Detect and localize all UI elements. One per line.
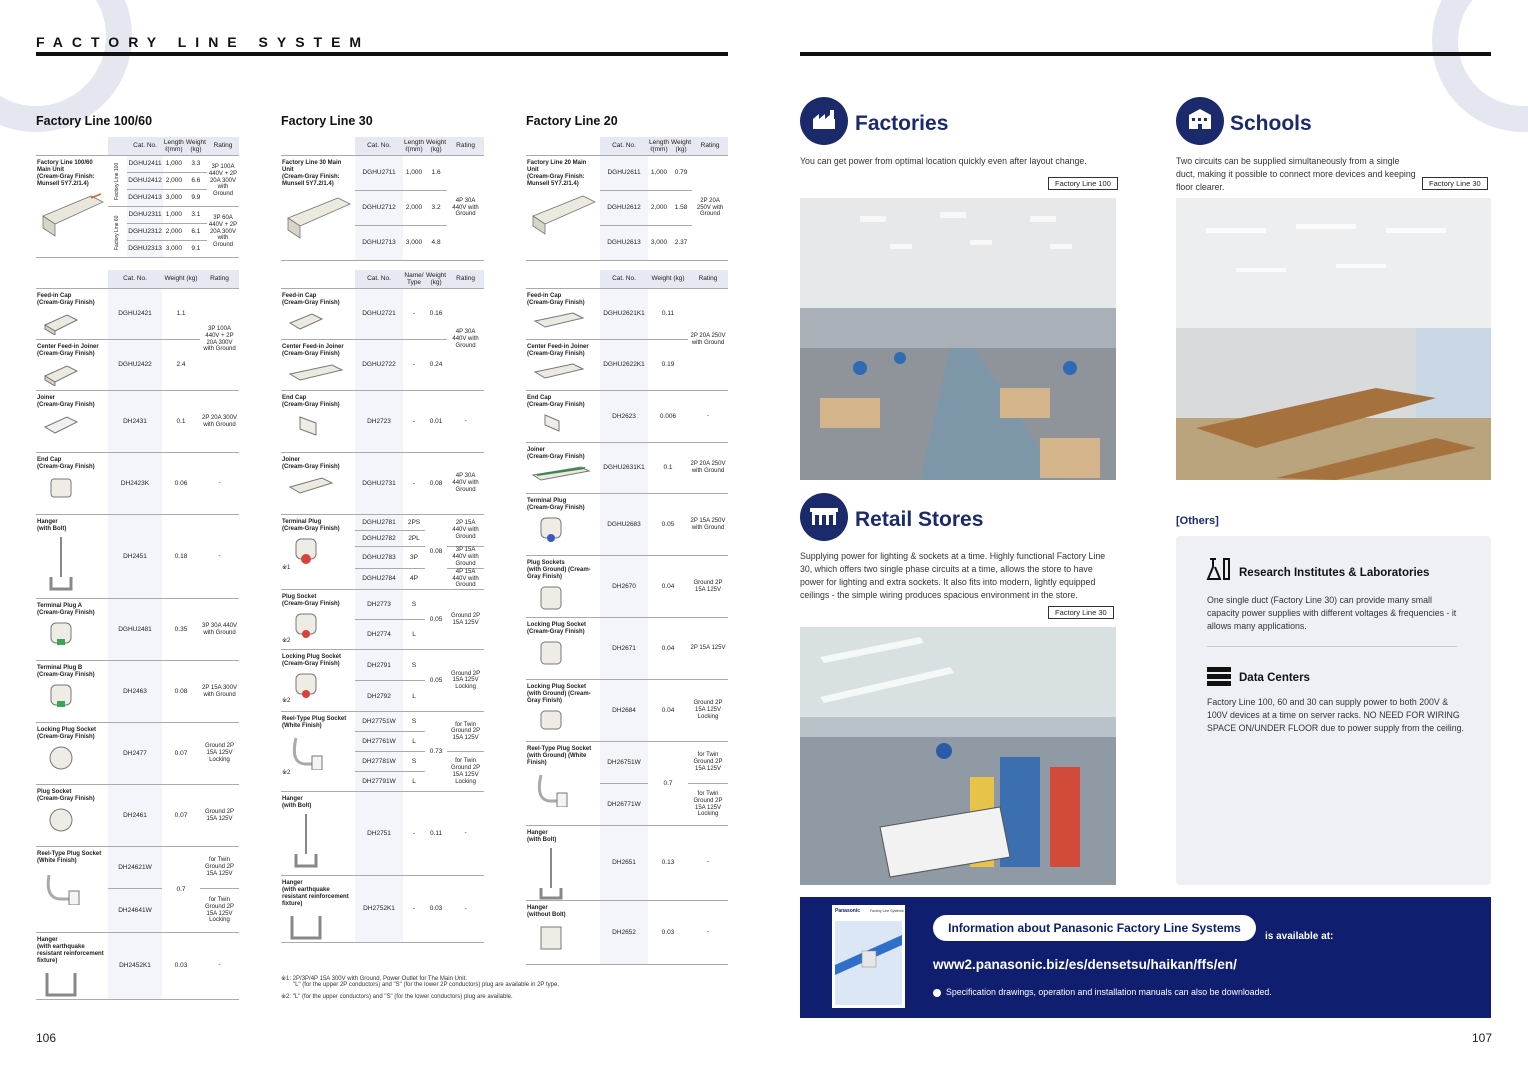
cat-no: DH26751W: [600, 742, 648, 784]
rating: -: [200, 453, 239, 515]
plug-socket-image: [531, 585, 571, 611]
weight: 0.03: [162, 933, 200, 1000]
cat-no: DH2723: [355, 391, 403, 453]
weight: 2.4: [162, 340, 200, 391]
col-rating: Rating: [447, 270, 484, 289]
cat-no: DGHU2481: [108, 599, 162, 661]
weight: 0.1: [162, 391, 200, 453]
rating: Ground 2P 15A 125V: [200, 785, 239, 847]
locking-socket-image: [286, 672, 326, 698]
footnote-2: ※2: "L" (for the upper conductors) and "S" (for the lower conductors) plug are available.: [281, 994, 513, 1000]
cat-no: DGHU2631K1: [600, 443, 648, 494]
weight: 0.03: [425, 876, 447, 943]
joiner-image: [41, 413, 81, 437]
weight: 0.11: [648, 289, 688, 340]
locking-socket-ground-image: [531, 709, 571, 731]
rating: for Twin Ground 2P 15A 125V: [200, 847, 239, 889]
retail-text: Supplying power for lighting & sockets at a time. Highly functional Factory Line 30, which offers two single phase circuits at a time, allows the store to have power for lighting and extra sockets. It also fits into modern, lightly equipped ceilings - the simple wiring produces spacious environment in the store.: [800, 551, 1106, 600]
cat-no: DH2752K1: [355, 876, 403, 943]
end-cap-image: [531, 413, 571, 433]
center-joiner-image: [41, 362, 81, 386]
locking-socket-image: [41, 745, 81, 771]
weight: 0.08: [162, 661, 200, 723]
rating: 2P 15A 300V with Ground: [200, 661, 239, 723]
weight: 0.13: [648, 826, 688, 901]
cat-no: DGHU2713: [355, 226, 403, 261]
cat-no: DH27791W: [355, 772, 403, 792]
weight: 0.79: [670, 156, 692, 191]
section-title-fl30: Factory Line 30: [281, 114, 373, 128]
weight: 0.16: [425, 289, 447, 340]
cat-no: DGHU2421: [108, 289, 162, 340]
length: 3,000: [403, 226, 425, 261]
schools-title: Schools: [1230, 112, 1312, 135]
rating: 2P 15A 125V: [688, 618, 728, 680]
weight: 0.05: [425, 650, 447, 712]
col-cat: Cat. No.: [600, 137, 648, 156]
col-cat: Cat. No.: [355, 137, 403, 156]
school-icon: [1176, 97, 1224, 145]
length: 1,000: [163, 156, 185, 173]
cat-no: DH2773: [355, 590, 403, 620]
cat-no: DH27761W: [355, 732, 403, 752]
locking-socket-image: [531, 640, 571, 666]
rating: Ground 2P 15A 125V: [688, 556, 728, 618]
available-text: is available at:: [1265, 931, 1334, 942]
type: L: [403, 620, 425, 650]
type: -: [403, 391, 425, 453]
fl30-accessory-table: Cat. No. Name/ Type Weight (kg) Rating Feed-in Cap (Cream-Gray Finish) DGHU2721 - 0.16 4P 30A 440V with Ground Center Feed-in Joiner (Cream-Gray Finish) DGHU2722 - 0.24 End Cap (Cream-Gray Finish) DH2723 - 0.01 - Joiner (Cream-Gray Finish) DGHU2731 - 0.08 4P 30A 440V with Ground Terminal Plug (Cream-Gray Finish) ※1 DGHU2781 2PS 0.08 2P 15A 440V with Ground DGHU2782 2PL DGHU2783 3P 3P 15A 440V with Ground DGHU2784 4P 4P 15A 440V with Ground Plug Socket (Cream-Gray Finish) ※2 DH2773 S 0.05 Ground 2P 15A 125V DH2774 L Locking Plug Socket (Cream-Gray Finish) ※2 DH2791 S 0.05 Ground 2P 15A 125V Locking DH2792 L Reel-Type Plug Socket (White Finish) ※2 DH27751W S 0.73 for Twin Ground 2P 15A 125V DH27761W L DH27781W S for Twin Ground 2P 15A 125V Locking DH27791W L Hanger (with Bolt) DH2751 - 0.11 - Hanger (with earthquake resistant reinforcement fixture) DH2752K1 - 0.03 -: [281, 270, 484, 943]
terminal-plug-b-image: [41, 683, 81, 709]
factory-icon: [800, 97, 848, 145]
col-weight: Weight (kg): [648, 270, 688, 289]
cat-no: DGHU2683: [600, 494, 648, 556]
page-number-right: 107: [1472, 1031, 1493, 1045]
cat-no: DGHU2612: [600, 191, 648, 226]
weight: 3.2: [425, 191, 447, 226]
weight: 0.11: [425, 792, 447, 876]
rating: for Twin Ground 2P 15A 125V: [688, 742, 728, 784]
rating: 3P 100A 440V + 2P 20A 300V with Ground: [200, 289, 239, 391]
type: 3P: [403, 547, 425, 569]
length: 1,000: [648, 156, 670, 191]
weight: 0.05: [648, 494, 688, 556]
center-joiner-image: [286, 362, 346, 384]
rating: -: [447, 391, 484, 453]
feed-in-cap-image: [286, 311, 326, 333]
type: L: [403, 681, 425, 712]
cat-no: DH2461: [108, 785, 162, 847]
rating: 2P 20A 250V with Ground: [692, 156, 728, 261]
fl30-main-table: Cat. No. Length ℓ(mm) Weight (kg) Rating Factory Line 30 Main Unit (Cream-Gray Finish: Munsell 5Y7.2/1.4) DGHU2711 1,000 1.6 4P 30A 440V with Ground DGHU2712 2,000 3.2 DGHU2713 3,000 4.8: [281, 137, 484, 261]
weight: 0.006: [648, 391, 688, 443]
others-heading: [Others]: [1176, 515, 1219, 527]
cat-no: DH2463: [108, 661, 162, 723]
rating: -: [447, 876, 484, 943]
cat-no: DGHU2411: [127, 156, 163, 173]
duct-image: [531, 192, 597, 238]
section-title-fl100: Factory Line 100/60: [36, 114, 153, 128]
group-fl100: Factory Line 100: [108, 156, 127, 207]
retail-photo: [800, 627, 1116, 885]
rating: 2P 20A 250V with Ground: [688, 289, 728, 391]
feed-in-cap-image: [41, 311, 81, 335]
cat-no: DH2751: [355, 792, 403, 876]
weight: 4.8: [425, 226, 447, 261]
fl100-accessory-table: Cat. No. Weight (kg) Rating Feed-in Cap (Cream-Gray Finish) DGHU2421 1.1 3P 100A 440V + 2P 20A 300V with Ground Center Feed-in Joiner (Cream-Gray Finish) DGHU2422 2.4 Joiner (Cream-Gray Finish) DH2431 0.1 2P 20A 300V with Ground End Cap (Cream-Gray Finish) DH2423K 0.06 - Hanger (with Bolt) DH2451 0.18 - Terminal Plug A (Cream-Gray Finish) DGHU2481 0.35 3P 30A 440V with Ground Terminal Plug B (Cream-Gray Finish) DH2463 0.08 2P 15A 300V with Ground Locking Plug Socket (Cream-Gray Finish) DH2477 0.07 Ground 2P 15A 125V Locking Plug Socket (Cream-Gray Finish) DH2461 0.07 Ground 2P 15A 125V Reel-Type Plug Socket (White Finish) DH24621W 0.7 for Twin Ground 2P 15A 125V DH24641W for Twin Ground 2P 15A 125V Locking Hanger (with earthquake resistant reinforcement fixture) DH2452K1 0.03 -: [36, 270, 239, 1000]
weight: 0.07: [162, 785, 200, 847]
length: 2,000: [648, 191, 670, 226]
length: 2,000: [163, 173, 185, 190]
cat-no: DGHU2784: [355, 568, 403, 590]
weight: 0.07: [162, 723, 200, 785]
hanger-image: [41, 537, 81, 593]
rating: 3P 100A 440V + 2P 20A 300V with Ground: [207, 156, 239, 207]
cat-no: DGHU2412: [127, 173, 163, 190]
cat-no: DH2792: [355, 681, 403, 712]
col-rating: Rating: [200, 270, 239, 289]
factories-text: You can get power from optimal location quickly even after layout change.: [800, 156, 1087, 166]
hanger-nobolt-image: [531, 923, 571, 953]
weight: 2.37: [670, 226, 692, 261]
cat-no: DH2671: [600, 618, 648, 680]
hanger-image: [531, 848, 571, 900]
page-number-left: 106: [36, 1031, 57, 1045]
rating: -: [200, 933, 239, 1000]
weight: 0.04: [648, 680, 688, 742]
weight: 0.24: [425, 340, 447, 391]
cat-no: DH2774: [355, 620, 403, 650]
cat-no: DH2477: [108, 723, 162, 785]
type: 2PS: [403, 515, 425, 531]
rating: -: [200, 515, 239, 599]
col-cat: Cat. No.: [127, 137, 163, 156]
website-link[interactable]: www2.panasonic.biz/es/densetsu/haikan/ffs/en/: [933, 957, 1237, 972]
weight: 1.6: [425, 156, 447, 191]
download-note: Specification drawings, operation and installation manuals can also be downloaded.: [946, 987, 1272, 997]
retail-title: Retail Stores: [855, 508, 984, 531]
rating: 4P 30A 440V with Ground: [447, 289, 484, 391]
col-cat: Cat. No.: [108, 270, 162, 289]
weight: 0.05: [425, 590, 447, 650]
length: 2,000: [403, 191, 425, 226]
type: S: [403, 650, 425, 681]
weight: 0.7: [648, 742, 688, 826]
fl20-accessory-table: Cat. No. Weight (kg) Rating Feed-in Cap (Cream-Gray Finish) DGHU2621K1 0.11 2P 20A 250V with Ground Center Feed-in Joiner (Cream-Gray Finish) DGHU2622K1 0.19 End Cap (Cream-Gray Finish) DH2623 0.006 - Joiner (Cream-Gray Finish) DGHU2631K1 0.1 2P 20A 250V with Ground Terminal Plug (Cream-Gray Finish) DGHU2683 0.05 2P 15A 250V with Ground Plug Sockets (with Ground) (Cream-Gray Finish) DH2670 0.04 Ground 2P 15A 125V Locking Plug Socket (Cream-Gray Finish) DH2671 0.04 2P 15A 125V Locking Plug Socket (with Ground) (Cream-Gray Finish) DH2684 0.04 Ground 2P 15A 125V Locking Reel-Type Plug Socket (with Ground) (White Finish) DH26751W 0.7 for Twin Ground 2P 15A 125V DH26771W for Twin Ground 2P 15A 125V Locking Hanger (with Bolt) DH2651 0.13 - Hanger (without Bolt) DH2652 0.03 -: [526, 270, 728, 965]
weight: 0.04: [648, 618, 688, 680]
length: 2,000: [163, 224, 185, 241]
rating: for Twin Ground 2P 15A 125V: [447, 712, 484, 752]
cat-no: DH2652: [600, 900, 648, 964]
cat-no: DH2423K: [108, 453, 162, 515]
end-cap-image: [286, 413, 326, 439]
terminal-plug-image: [41, 621, 81, 647]
research-title: Research Institutes & Laboratories: [1239, 567, 1430, 579]
col-rating: Rating: [207, 137, 239, 156]
fl100-main-label: Factory Line 100/60 Main Unit (Cream-Gray Finish: Munsell 5Y7.2/1.4): [36, 156, 108, 258]
cat-no: DH2670: [600, 556, 648, 618]
cat-no: DH2451: [108, 515, 162, 599]
col-weight: Weight (kg): [185, 137, 207, 156]
col-length: Length ℓ(mm): [403, 137, 425, 156]
duct-image: [286, 192, 352, 242]
type: -: [403, 792, 425, 876]
cat-no: DGHU2783: [355, 547, 403, 569]
datacenter-text: Factory Line 100, 60 and 30 can supply power to both 200V & 100V devices at a time on server racks. NO NEED FOR WIRING SPACE ON/UNDER FLOOR due to power supply from the ceiling.: [1207, 697, 1464, 733]
terminal-plug-image: [531, 516, 571, 544]
length: 1,000: [163, 207, 185, 224]
cat-no: DH2651: [600, 826, 648, 901]
weight: 0.1: [648, 443, 688, 494]
weight: 3.3: [185, 156, 207, 173]
weight: 0.73: [425, 712, 447, 792]
weight: 3.1: [185, 207, 207, 224]
rating: 2P 20A 250V with Ground: [688, 443, 728, 494]
weight: 0.08: [425, 515, 447, 590]
cat-no: DGHU2613: [600, 226, 648, 261]
cat-no: DH2684: [600, 680, 648, 742]
type: L: [403, 772, 425, 792]
end-cap-image: [41, 475, 81, 501]
page-title: FACTORY LINE SYSTEM: [36, 34, 371, 50]
cat-no: DGHU2721: [355, 289, 403, 340]
rating: 2P 15A 440V with Ground: [447, 515, 484, 547]
weight: 0.04: [648, 556, 688, 618]
bullet-dot: [933, 989, 941, 997]
cat-no: DH24621W: [108, 847, 162, 889]
factory-photo: [800, 198, 1116, 480]
cat-no: DH2452K1: [108, 933, 162, 1000]
weight: 6.6: [185, 173, 207, 190]
schools-tag: Factory Line 30: [1422, 177, 1488, 190]
cat-no: DGHU2312: [127, 224, 163, 241]
schools-text: Two circuits can be supplied simultaneously from a single duct, making it possible to connect more devices and keeping floor clearer.: [1176, 156, 1416, 192]
server-icon: [1206, 666, 1232, 693]
rating: 3P 15A 440V with Ground: [447, 547, 484, 569]
hanger-image: [286, 814, 326, 870]
weight: 0.18: [162, 515, 200, 599]
col-rating: Rating: [688, 270, 728, 289]
col-rating: Rating: [447, 137, 484, 156]
datacenter-title: Data Centers: [1239, 672, 1310, 684]
rating: 2P 20A 300V with Ground: [200, 391, 239, 453]
duct-image: [41, 192, 105, 238]
rating: -: [688, 900, 728, 964]
weight: 6.1: [185, 224, 207, 241]
joiner-image: [286, 475, 336, 499]
weight: 0.7: [162, 847, 200, 933]
col-weight: Weight (kg): [162, 270, 200, 289]
cat-no: DGHU2781: [355, 515, 403, 531]
length: 3,000: [163, 241, 185, 258]
rating: 4P 30A 440V with Ground: [447, 453, 484, 515]
weight: 9.9: [185, 190, 207, 207]
factories-title: Factories: [855, 112, 949, 135]
weight: 1.1: [162, 289, 200, 340]
rating: -: [688, 826, 728, 901]
type: -: [403, 453, 425, 515]
cat-no: DGHU2731: [355, 453, 403, 515]
weight: 0.19: [648, 340, 688, 391]
school-photo: [1176, 198, 1491, 480]
type: S: [403, 752, 425, 772]
plug-socket-image: [41, 807, 81, 833]
col-cat: Cat. No.: [355, 270, 403, 289]
col-length: Length ℓ(mm): [648, 137, 670, 156]
reel-socket-image: [41, 869, 81, 905]
weight: 0.06: [162, 453, 200, 515]
group-fl60: Factory Line 60: [108, 207, 127, 258]
cat-no: DH27781W: [355, 752, 403, 772]
cat-no: DGHU2313: [127, 241, 163, 258]
cat-no: DH26771W: [600, 784, 648, 826]
length: 3,000: [163, 190, 185, 207]
length: 1,000: [403, 156, 425, 191]
weight: 9.1: [185, 241, 207, 258]
joiner-image: [531, 465, 591, 483]
cat-no: DGHU2712: [355, 191, 403, 226]
terminal-plug-image: [286, 537, 326, 565]
hanger-eq-image: [286, 912, 326, 942]
cat-no: DH24641W: [108, 889, 162, 933]
info-pill: Information about Panasonic Factory Line Systems: [933, 915, 1256, 941]
col-cat: Cat. No.: [600, 270, 648, 289]
cat-no: DH2623: [600, 391, 648, 443]
type: 2PL: [403, 531, 425, 547]
footnote-1: ※1: 2P/3P/4P 15A 300V with Ground, Power Outlet for The Main Unit. "L" (for the upper 2P conductors) and "S" (for the lower 2P conductors) plug are available in 2P type.: [281, 976, 560, 988]
cat-no: DH27751W: [355, 712, 403, 732]
cat-no: DGHU2782: [355, 531, 403, 547]
center-joiner-image: [531, 362, 587, 382]
cat-no: DGHU2311: [127, 207, 163, 224]
cat-no: DGHU2711: [355, 156, 403, 191]
reel-socket-image: [531, 771, 571, 807]
plug-socket-image: [286, 612, 326, 638]
rating: Ground 2P 15A 125V Locking: [200, 723, 239, 785]
feed-in-cap-image: [531, 311, 587, 331]
cat-no: DGHU2621K1: [600, 289, 648, 340]
research-text: One single duct (Factory Line 30) can provide many small capacity power supplies with different voltages & frequencies - it allows many applications.: [1207, 595, 1457, 631]
factories-tag: Factory Line 100: [1048, 177, 1118, 190]
col-type: Name/ Type: [403, 270, 425, 289]
type: -: [403, 340, 425, 391]
rating: Ground 2P 15A 125V: [447, 590, 484, 650]
section-title-fl20: Factory Line 20: [526, 114, 618, 128]
rating: 4P 15A 440V with Ground: [447, 568, 484, 590]
cat-no: DH2791: [355, 650, 403, 681]
cat-no: DGHU2622K1: [600, 340, 648, 391]
header-rule-right: [800, 52, 1491, 56]
rating: 2P 15A 250V with Ground: [688, 494, 728, 556]
weight: 0.08: [425, 453, 447, 515]
rating: for Twin Ground 2P 15A 125V Locking: [200, 889, 239, 933]
col-length: Length ℓ(mm): [163, 137, 185, 156]
cat-no: DGHU2611: [600, 156, 648, 191]
rating: -: [447, 792, 484, 876]
cat-no: DGHU2722: [355, 340, 403, 391]
col-weight: Weight (kg): [425, 270, 447, 289]
header-rule-left: [36, 52, 728, 56]
fl100-main-table: [36, 137, 239, 258]
cat-no: DGHU2413: [127, 190, 163, 207]
hanger-eq-image: [41, 969, 81, 999]
type: -: [403, 289, 425, 340]
col-rating: Rating: [692, 137, 728, 156]
weight: 0.01: [425, 391, 447, 453]
flask-icon: [1206, 557, 1232, 586]
rating: for Twin Ground 2P 15A 125V Locking: [688, 784, 728, 826]
decor-circle-right: [1432, 0, 1528, 132]
rating: 3P 60A 440V + 2P 20A 300V with Ground: [207, 207, 239, 258]
decor-circle-left: [0, 0, 132, 132]
weight: 0.35: [162, 599, 200, 661]
rating: for Twin Ground 2P 15A 125V Locking: [447, 752, 484, 792]
research-divider: [1207, 646, 1457, 647]
rating: Ground 2P 15A 125V Locking: [688, 680, 728, 742]
type: -: [403, 876, 425, 943]
retail-icon: [800, 493, 848, 541]
weight: 1.58: [670, 191, 692, 226]
cat-no: DGHU2422: [108, 340, 162, 391]
rating: 3P 30A 440V with Ground: [200, 599, 239, 661]
retail-tag: Factory Line 30: [1048, 606, 1114, 619]
rating: -: [688, 391, 728, 443]
weight: 0.03: [648, 900, 688, 964]
rating: Ground 2P 15A 125V Locking: [447, 650, 484, 712]
type: S: [403, 590, 425, 620]
rating: 4P 30A 440V with Ground: [447, 156, 484, 261]
reel-socket-image: [286, 734, 326, 770]
type: L: [403, 732, 425, 752]
fl20-main-table: Cat. No. Length ℓ(mm) Weight (kg) Rating Factory Line 20 Main Unit (Cream-Gray Finish: Munsell 5Y7.2/1.4) DGHU2611 1,000 0.79 2P 20A 250V with Ground DGHU2612 2,000 1.58 DGHU2613 3,000 2.37: [526, 137, 728, 261]
length: 3,000: [648, 226, 670, 261]
type: 4P: [403, 568, 425, 590]
col-weight: Weight (kg): [425, 137, 447, 156]
type: S: [403, 712, 425, 732]
col-weight: Weight (kg): [670, 137, 692, 156]
cat-no: DH2431: [108, 391, 162, 453]
brochure-thumbnail: Panasonic Factory Line Systems: [832, 905, 905, 1008]
